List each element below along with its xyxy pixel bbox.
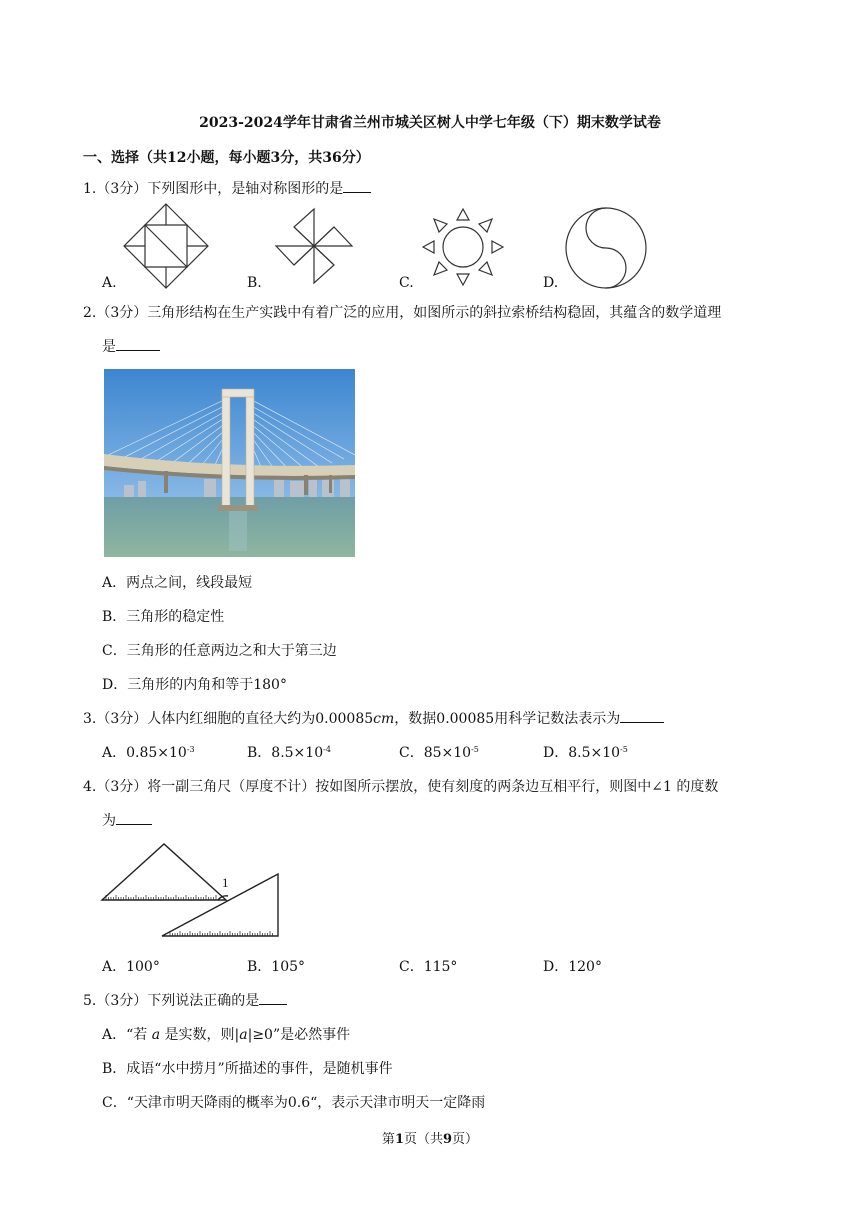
question-3-stem (83, 708, 664, 728)
variable-a: a (151, 1027, 161, 1043)
q3-option-c-base: C．85×10 (399, 745, 472, 761)
q3-option-d-exponent: -5 (620, 745, 628, 754)
answer-blank (259, 990, 287, 1005)
bridge-photo (104, 369, 355, 557)
question-5-stem (83, 990, 287, 1010)
q5-option-a-text3: |≥0”是必然事件 (247, 1027, 351, 1043)
q3-option-a (102, 742, 195, 762)
question-5-text: 5.（3分）下列说法正确的是 (83, 993, 260, 1009)
answer-blank (116, 810, 152, 825)
figure-square-pinwheel (120, 200, 212, 290)
angle-1-label: 1 (222, 875, 229, 890)
q5-option-a-text2: 是实数，则| (160, 1027, 240, 1043)
set-squares-figure (100, 840, 282, 940)
current-page: 1 (394, 1132, 404, 1147)
question-2-stem-line2 (102, 336, 160, 356)
q3-option-a-base: A．0.85×10 (102, 745, 187, 761)
q3-option-a-exponent: -3 (186, 745, 195, 754)
q5-option-b: B．成语“水中捞月”所描述的事件，是随机事件 (102, 1061, 393, 1077)
q2-option-d: D．三角形的内角和等于180° (102, 677, 287, 693)
q1-option-c: C. (399, 275, 414, 291)
q3-option-c (399, 742, 479, 762)
variable-a-abs: a (239, 1027, 248, 1043)
question-3-text: 3.（3分）人体内红细胞的直径大约为0.00085 (83, 711, 374, 727)
question-4-stem-line1: 4.（3分）将一副三角尺（厚度不计）按如图所示摆放，使有刻度的两条边互相平行，则图中∠1 的度数 (83, 779, 719, 795)
question-2-text: 是 (102, 339, 116, 355)
total-pages: 9 (443, 1132, 453, 1147)
q4-option-d: D．120° (543, 959, 602, 975)
exam-title: 2023-2024学年甘肃省兰州市城关区树人中学七年级（下）期末数学试卷 (199, 115, 661, 131)
q5-option-a (102, 1024, 350, 1044)
section-heading: 一、选择（共12小题，每小题3分，共36分） (83, 150, 370, 166)
answer-blank (116, 336, 160, 351)
q2-option-c: C．三角形的任意两边之和大于第三边 (102, 643, 337, 659)
figure-sun (420, 206, 506, 288)
q2-option-b: B．三角形的稳定性 (102, 609, 225, 625)
q5-option-a-text1: A．“若 (102, 1027, 152, 1043)
q4-option-a: A．100° (102, 959, 160, 975)
q1-option-d: D. (543, 275, 559, 291)
q5-option-c: C．“天津市明天降雨的概率为0.6“，表示天津市明天一定降雨 (102, 1095, 486, 1111)
question-1-text: 1.（3分）下列图形中，是轴对称图形的是 (83, 181, 344, 197)
page-footer (0, 1128, 860, 1147)
q2-option-a: A．两点之间，线段最短 (102, 575, 253, 591)
q3-option-b-base: B．8.5×10 (247, 745, 324, 761)
q3-option-d-base: D．8.5×10 (543, 745, 621, 761)
question-3-text-end: ，数据0.00085用科学记数法表示为 (394, 711, 621, 727)
question-1-stem (83, 178, 371, 198)
question-4-text: 为 (102, 813, 116, 829)
answer-blank (343, 178, 371, 193)
q3-option-b (247, 742, 331, 762)
footer-pre: 第 (381, 1132, 395, 1147)
figure-triangle-pinwheel (268, 205, 360, 287)
unit-cm: cm (373, 711, 395, 727)
q3-option-c-exponent: -5 (471, 745, 479, 754)
footer-mid: 页（共 (403, 1132, 443, 1147)
question-2-stem-line1: 2.（3分）三角形结构在生产实践中有着广泛的应用，如图所示的斜拉索桥结构稳固，其蕴含的数学道理 (83, 305, 722, 321)
footer-post: 页） (452, 1132, 479, 1147)
q4-option-c: C．115° (399, 959, 458, 975)
q3-option-b-exponent: -4 (323, 745, 331, 754)
q3-option-d (543, 742, 628, 762)
q1-option-a: A. (102, 275, 117, 291)
answer-blank (620, 708, 664, 723)
q4-option-b: B．105° (247, 959, 306, 975)
figure-yin-yang (564, 206, 648, 290)
question-4-stem-line2 (102, 810, 152, 830)
q1-option-b: B. (247, 275, 262, 291)
